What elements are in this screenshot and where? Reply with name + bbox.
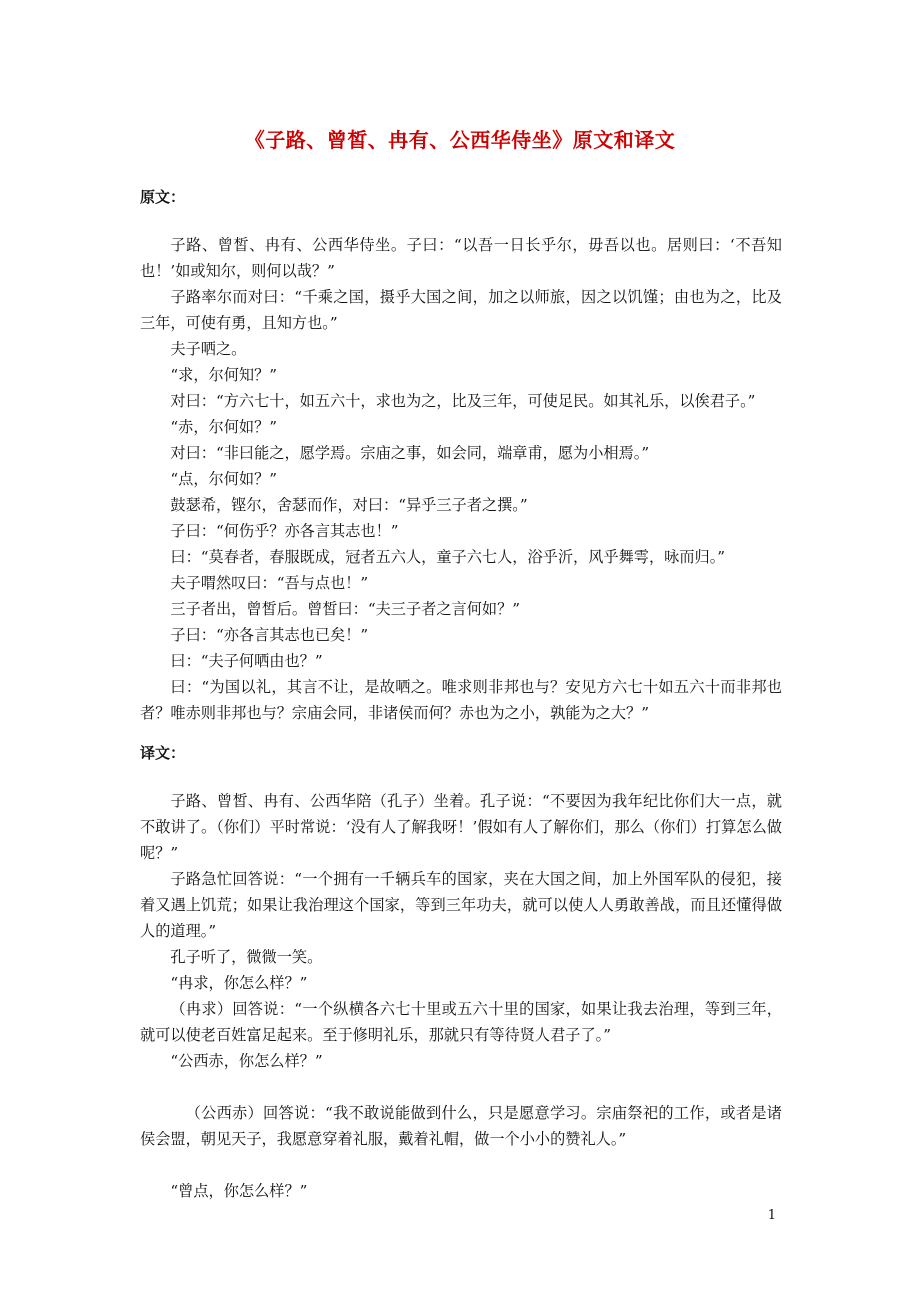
original-paragraph: “求，尔何知？”	[170, 366, 278, 384]
original-paragraph: 夫子哂之。	[170, 340, 247, 358]
original-paragraph: 子路、曾皙、冉有、公西华侍坐。子曰：“以吾一日长乎尔，毋吾以也。居则曰：‘不吾知也！’如或知尔，则何以哉？”	[140, 236, 782, 280]
page-number: 1	[767, 1208, 776, 1223]
original-paragraph: “赤，尔何如？”	[170, 418, 278, 436]
original-paragraph: 曰：“为国以礼，其言不让，是故哂之。唯求则非邦也与？安见方六七十如五六十而非邦也者？唯赤则非邦也与？宗庙会同，非诸侯而何？赤也为之小，孰能为之大？”	[140, 678, 782, 722]
original-paragraph: 对曰：“非曰能之，愿学焉。宗庙之事，如会同，端章甫，愿为小相焉。”	[170, 444, 650, 462]
original-paragraph: 子路率尔而对曰：“千乘之国，摄乎大国之间，加之以师旅，因之以饥馑；由也为之，比及三年，可使有勇，且知方也。”	[140, 288, 782, 332]
original-paragraph: 夫子喟然叹曰：“吾与点也！”	[170, 574, 369, 592]
original-paragraph: 子曰：“亦各言其志也已矣！”	[170, 626, 369, 644]
spacer	[140, 1152, 782, 1178]
original-label: 原文：	[140, 188, 186, 206]
original-paragraph: “点，尔何如？”	[170, 470, 278, 488]
translation-label: 译文：	[140, 744, 186, 762]
original-paragraph: 鼓瑟希，铿尔，舍瑟而作，对曰：“异乎三子者之撰。”	[170, 496, 528, 514]
original-paragraph: 对曰：“方六七十，如五六十，求也为之，比及三年，可使足民。如其礼乐，以俟君子。”	[170, 392, 756, 410]
translation-paragraph: （冉求）回答说：“一个纵横各六七十里或五六十里的国家，如果让我去治理，等到三年，就可以使老百姓富足起来。至于修明礼乐，那就只有等待贤人君子了。”	[140, 1000, 782, 1044]
translation-paragraph: （公西赤）回答说：“我不敢说能做到什么，只是愿意学习。宗庙祭祀的工作，或者是诸侯会盟，朝见天子，我愿意穿着礼服，戴着礼帽，做一个小小的赞礼人。”	[140, 1104, 782, 1148]
page-title: 《子路、曾皙、冉有、公西华侍坐》原文和译文	[244, 128, 676, 152]
translation-paragraph: “冉求，你怎么样？”	[170, 974, 308, 992]
original-paragraph: 曰：“莫春者，春服既成，冠者五六人，童子六七人，浴乎沂，风乎舞雩，咏而归。”	[170, 548, 726, 566]
translation-paragraph: “曾点，你怎么样？”	[170, 1182, 308, 1200]
translation-paragraph: 子路急忙回答说：“一个拥有一千辆兵车的国家，夹在大国之间，加上外国军队的侵犯，接着又遇上饥荒；如果让我治理这个国家，等到三年功夫，就可以使人人勇敢善战，而且还懂得做人的道理。”	[140, 870, 782, 940]
original-paragraph: 子曰：“何伤乎？亦各言其志也！”	[170, 522, 399, 540]
spacer	[140, 1074, 782, 1100]
translation-paragraph: 子路、曾皙、冉有、公西华陪（孔子）坐着。孔子说：“不要因为我年纪比你们大一点，就不敢讲了。（你们）平时常说：‘没有人了解我呀！’假如有人了解你们，那么（你们）打算怎么做呢？”	[140, 792, 782, 862]
translation-paragraph: “公西赤，你怎么样？”	[170, 1052, 323, 1070]
original-paragraph: 曰：“夫子何哂由也？”	[170, 652, 323, 670]
original-paragraph: 三子者出，曾皙后。曾皙曰：“夫三子者之言何如？”	[170, 600, 521, 618]
original-text	[140, 232, 782, 726]
translation-text	[140, 788, 782, 1204]
translation-paragraph: 孔子听了，微微一笑。	[170, 948, 323, 966]
